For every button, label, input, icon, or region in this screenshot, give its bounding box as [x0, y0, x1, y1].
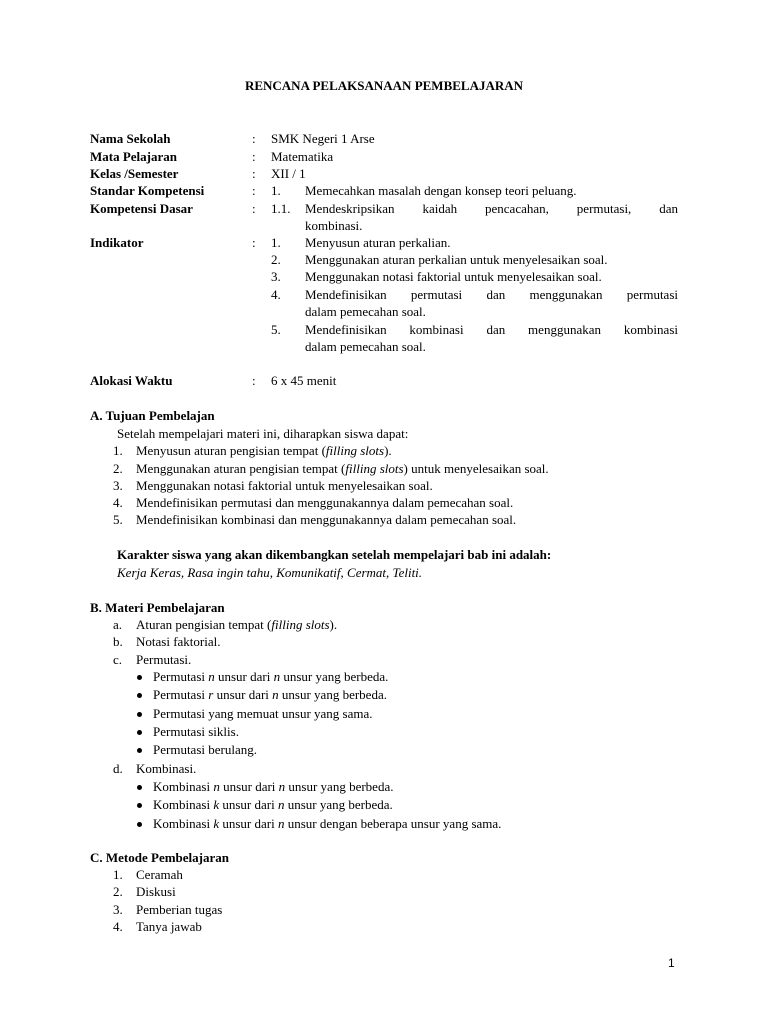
indikator-text-cont: dalam pemecahan soal.: [305, 304, 426, 319]
label-kompetensi-dasar: Kompetensi Dasar: [90, 201, 193, 216]
tujuan-item: Mendefinisikan kombinasi dan menggunakannya dalam pemecahan soal.: [136, 512, 517, 527]
materi-item: Aturan pengisian tempat (filling slots).: [136, 617, 338, 632]
kombinasi-item: Kombinasi k unsur dari n unsur yang berbeda.: [153, 797, 393, 812]
materi-item: Notasi faktorial.: [136, 634, 221, 649]
bullet-icon: [137, 822, 142, 827]
colon: :: [252, 235, 256, 250]
tujuan-item: Menggunakan notasi faktorial untuk menyelesaikan soal.: [136, 478, 433, 493]
karakter-text: Kerja Keras, Rasa ingin tahu, Komunikatif, Cermat, Teliti.: [117, 565, 423, 580]
indikator-number: 5.: [271, 322, 281, 337]
karakter-heading: Karakter siswa yang akan dikembangkan setelah mempelajari bab ini adalah:: [117, 547, 552, 562]
list-number: 4.: [113, 495, 123, 510]
metode-item: Pemberian tugas: [136, 902, 223, 917]
colon: :: [252, 373, 256, 388]
sk-number: 1.: [271, 183, 281, 198]
section-c-heading: C. Metode Pembelajaran: [90, 850, 229, 865]
list-letter: a.: [113, 617, 123, 632]
list-number: 1.: [113, 443, 123, 458]
label-mata-pelajaran: Mata Pelajaran: [90, 149, 178, 164]
list-number: 4.: [113, 919, 123, 934]
colon: :: [252, 201, 256, 216]
label-nama-sekolah: Nama Sekolah: [90, 131, 171, 146]
colon: :: [252, 149, 256, 164]
colon: :: [252, 131, 256, 146]
metode-item: Ceramah: [136, 867, 183, 882]
list-letter: b.: [113, 634, 123, 649]
value-nama-sekolah: SMK Negeri 1 Arse: [271, 131, 375, 146]
kd-text-line2: kombinasi.: [305, 218, 363, 233]
materi-item: Kombinasi.: [136, 761, 197, 776]
permutasi-item: Permutasi n unsur dari n unsur yang berbeda.: [153, 669, 389, 684]
bullet-icon: [137, 712, 142, 717]
tujuan-item: Menggunakan aturan pengisian tempat (filling slots) untuk menyelesaikan soal.: [136, 461, 549, 476]
kombinasi-item: Kombinasi k unsur dari n unsur dengan beberapa unsur yang sama.: [153, 816, 502, 831]
materi-item: Permutasi.: [136, 652, 192, 667]
kd-text-line1: Mendeskripsikan kaidah pencacahan, permutasi, dan: [305, 201, 678, 216]
tujuan-item: Mendefinisikan permutasi dan menggunakannya dalam pemecahan soal.: [136, 495, 514, 510]
tujuan-item: Menyusun aturan pengisian tempat (filling slots).: [136, 443, 392, 458]
indikator-number: 4.: [271, 287, 281, 302]
kombinasi-item: Kombinasi n unsur dari n unsur yang berbeda.: [153, 779, 394, 794]
bullet-icon: [137, 748, 142, 753]
value-kelas-semester: XII / 1: [271, 166, 306, 181]
label-indikator: Indikator: [90, 235, 144, 250]
permutasi-item: Permutasi r unsur dari n unsur yang berbeda.: [153, 687, 387, 702]
list-number: 2.: [113, 884, 123, 899]
metode-item: Diskusi: [136, 884, 176, 899]
label-kelas-semester: Kelas /Semester: [90, 166, 179, 181]
list-number: 3.: [113, 902, 123, 917]
page-number: 1: [668, 956, 675, 970]
section-a-heading: A. Tujuan Pembelajan: [90, 408, 215, 423]
indikator-text: Mendefinisikan kombinasi dan menggunakan kombinasi: [305, 322, 678, 337]
section-a-intro: Setelah mempelajari materi ini, diharapkan siswa dapat:: [117, 426, 409, 441]
list-letter: d.: [113, 761, 123, 776]
bullet-icon: [137, 693, 142, 698]
bullet-icon: [137, 730, 142, 735]
list-number: 1.: [113, 867, 123, 882]
list-number: 5.: [113, 512, 123, 527]
colon: :: [252, 183, 256, 198]
sk-text: Memecahkan masalah dengan konsep teori peluang.: [305, 183, 577, 198]
indikator-text: Menggunakan aturan perkalian untuk menyelesaikan soal.: [305, 252, 608, 267]
section-b-heading: B. Materi Pembelajaran: [90, 600, 225, 615]
permutasi-item: Permutasi siklis.: [153, 724, 239, 739]
list-letter: c.: [113, 652, 123, 667]
indikator-text: Menyusun aturan perkalian.: [305, 235, 451, 250]
indikator-number: 3.: [271, 269, 281, 284]
colon: :: [252, 166, 256, 181]
bullet-icon: [137, 785, 142, 790]
list-number: 3.: [113, 478, 123, 493]
permutasi-item: Permutasi berulang.: [153, 742, 257, 757]
bullet-icon: [137, 803, 142, 808]
indikator-text: Menggunakan notasi faktorial untuk menyelesaikan soal.: [305, 269, 602, 284]
indikator-number: 1.: [271, 235, 281, 250]
list-number: 2.: [113, 461, 123, 476]
label-alokasi-waktu: Alokasi Waktu: [90, 373, 173, 388]
indikator-text-cont: dalam pemecahan soal.: [305, 339, 426, 354]
indikator-number: 2.: [271, 252, 281, 267]
document-title: RENCANA PELAKSANAAN PEMBELAJARAN: [244, 78, 524, 93]
value-mata-pelajaran: Matematika: [271, 149, 334, 164]
metode-item: Tanya jawab: [136, 919, 202, 934]
permutasi-item: Permutasi yang memuat unsur yang sama.: [153, 706, 373, 721]
value-alokasi-waktu: 6 x 45 menit: [271, 373, 337, 388]
label-standar-kompetensi: Standar Kompetensi: [90, 183, 205, 198]
kd-number: 1.1.: [271, 201, 291, 216]
indikator-text: Mendefinisikan permutasi dan menggunakan permutasi: [305, 287, 678, 302]
bullet-icon: [137, 675, 142, 680]
